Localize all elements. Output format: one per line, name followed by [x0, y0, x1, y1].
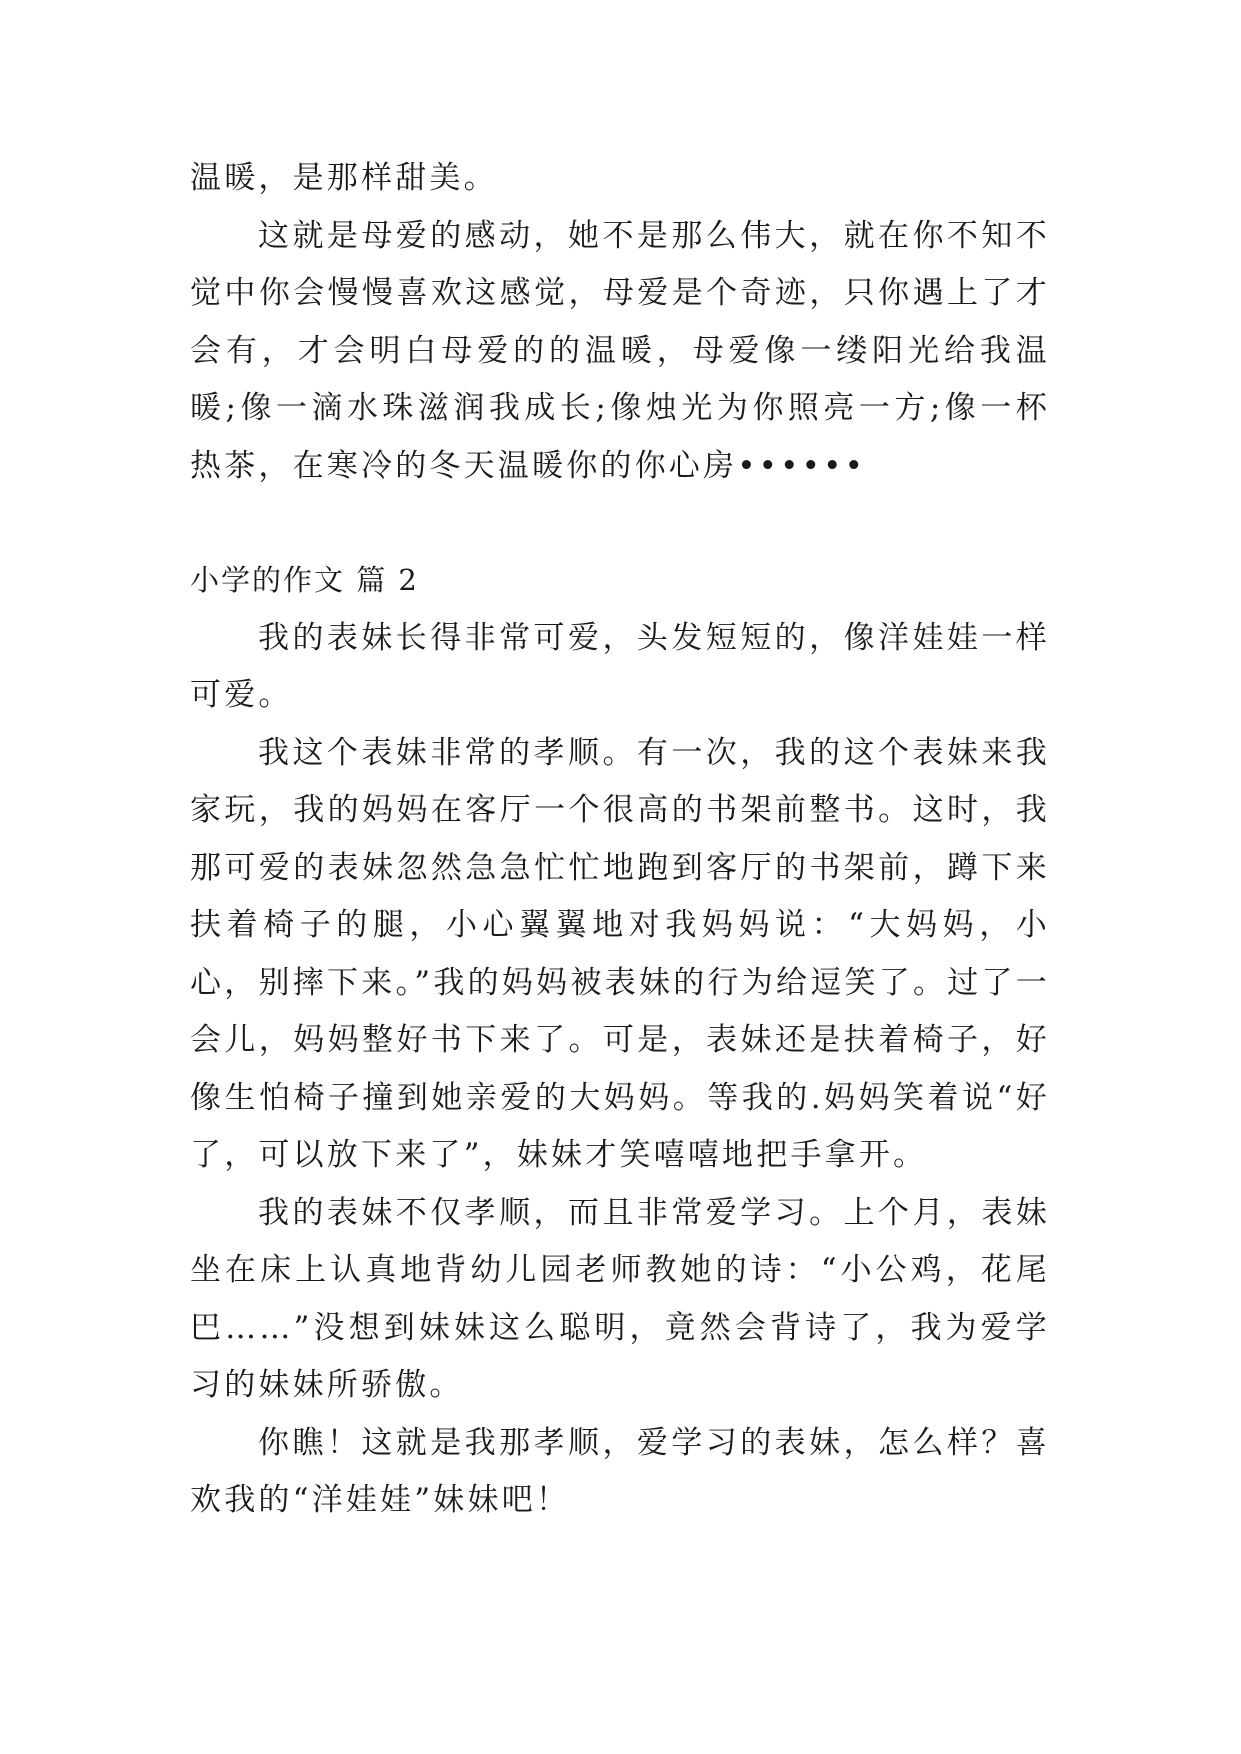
section-spacer — [190, 495, 1050, 552]
paragraph-continuation: 温暖，是那样甜美。 — [190, 160, 498, 196]
paragraph: 我的表妹长得非常可爱，头发短短的，像洋娃娃一样可爱。 — [190, 619, 1050, 713]
paragraph: 这就是母爱的感动，她不是那么伟大，就在你不知不觉中你会慢慢喜欢这感觉，母爱是个奇迹，只你遇上了才会有，才会明白母爱的的温暖，母爱像一缕阳光给我温暖;像一滴水珠滋润我成长;像烛光为你照亮一方;像一杯热茶，在寒冷的冬天温暖你的你心房•••••• — [190, 217, 1050, 484]
paragraph: 你瞧！这就是我那孝顺，爱学习的表妹，怎么样？喜欢我的“洋娃娃”妹妹吧！ — [190, 1424, 1050, 1518]
paragraph: 我这个表妹非常的孝顺。有一次，我的这个表妹来我家玩，我的妈妈在客厅一个很高的书架前整书。这时，我那可爱的表妹忽然急急忙忙地跑到客厅的书架前，蹲下来扶着椅子的腿，小心翼翼地对我妈妈说：“大妈妈，小心，别摔下来。”我的妈妈被表妹的行为给逗笑了。过了一会儿，妈妈整好书下来了。可是，表妹还是扶着椅子，好像生怕椅子撞到她亲爱的大妈妈。等我的.妈妈笑着说“好了，可以放下来了”，妹妹才笑嘻嘻地把手拿开。 — [190, 734, 1050, 1173]
document-page — [190, 150, 1050, 1530]
paragraph: 我的表妹不仅孝顺，而且非常爱学习。上个月，表妹坐在床上认真地背幼儿园老师教她的诗：“小公鸡，花尾巴……”没想到妹妹这么聪明，竟然会背诗了，我为爱学习的妹妹所骄傲。 — [190, 1194, 1050, 1403]
section-title: 小学的作文 篇 2 — [190, 563, 419, 597]
